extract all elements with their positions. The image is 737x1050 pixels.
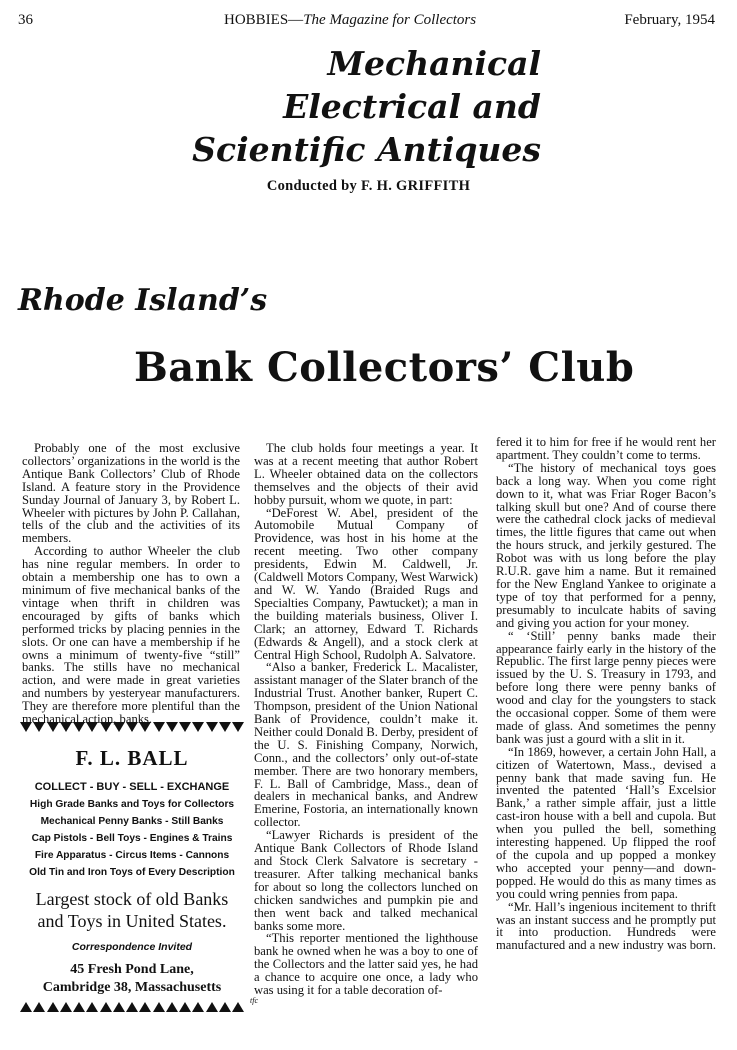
running-header <box>0 12 737 30</box>
ad-line: Cap Pistols - Bell Toys - Engines & Trains <box>31 833 233 844</box>
paragraph: fered it to him for free if he would rent her apartment. They couldn’t come to terms. <box>496 435 716 462</box>
ad-headline-line: Largest stock of old Banks <box>35 889 229 909</box>
department-title <box>192 42 541 171</box>
triangle-border-top <box>18 722 246 734</box>
ad-line: Old Tin and Iron Toys of Every Description <box>29 867 235 878</box>
paragraph: “Lawyer Richards is president of the Antique Bank Collectors of Rhode Island and Stock Clerk Salvatore is secretary - treasurer. After talking mechanical banks for about so long the collectors lunched on chicken sandwiches and pumpkin pie and then went back and talked mechanical banks some more. <box>254 828 478 933</box>
advertisement-fl-ball <box>18 722 258 1044</box>
paragraph: “The history of mechanical toys goes back a long way. When you come right down to it, what was Friar Roger Bacon’s talking skull but one? And of course there were the cathedral clock jacks of medieval times, the little figures that came out when the hours struck, and jerkily gestured. The Robot was with us long before the play R.U.R. gave him a name. But it remained for the New England Yankee to originate a type of toy that performed for a penny, presumably to inculcate habits of saving and giving you action for your money. <box>496 460 716 630</box>
ad-line: COLLECT - BUY - SELL - EXCHANGE <box>34 781 230 793</box>
issue-date: February, 1954 <box>624 12 715 28</box>
magazine-tagline: The Magazine for Collectors <box>303 12 477 28</box>
department-byline: Conducted by F. H. GRIFFITH <box>266 178 471 194</box>
ad-address-line: Cambridge 38, Massachusetts <box>42 980 222 995</box>
article-column-2 <box>254 442 478 997</box>
paragraph: “Mr. Hall’s ingenious incitement to thrift was an instant success and he promptly put it into production. Hundreds were manufactured and a new industry was born. <box>496 899 716 953</box>
ad-headline <box>18 888 246 932</box>
paragraph: “DeForest W. Abel, president of the Automobile Mutual Company of Providence, was host in his home at the recent meeting. Two other company presidents, Edwin M. Caldwell, Jr. (Caldwell Motors Company, West Warwick) and W. W. Yando (Braided Rugs and Specialties Company, Pawtucket); a man in the building materials business, Oliver I. Clark; an attorney, Edward T. Richards (Edwards & Angell), and a stock clerk at Central High School, Rudolph A. Salvatore. <box>254 505 478 662</box>
ad-address-line: 45 Fresh Pond Lane, <box>70 962 194 977</box>
article-column-1 <box>22 442 240 726</box>
magazine-name: HOBBIES— <box>224 12 304 28</box>
ad-correspondence: Correspondence Invited <box>71 941 193 953</box>
ad-address <box>18 961 246 997</box>
paragraph: The club holds four meetings a year. It was at a recent meeting that author Robert L. Wheeler obtained data on the collectors themselves and the objects of their avid hobby pursuit, whom we quote, in part: <box>254 441 478 507</box>
article-column-3 <box>496 436 716 952</box>
department-title-line: Mechanical <box>327 44 541 83</box>
paragraph: “Also a banker, Frederick L. Macalister, assistant manager of the Slater branch of the Industrial Trust. Another banker, Rupert C. Thompson, president of the Union National Bank of Providence, couldn’t make it. Neither could Donald B. Derby, president of the U. S. Finishing Company, Norwich, Conn., and the collectors’ only out-of-state member. There are two honorary members, F. L. Ball of Cambridge, Mass., dean of dealers in mechanical banks, and Andrew Emerine, Fostoria, an internationally known collector. <box>254 660 478 830</box>
paragraph: Probably one of the most exclusive collectors’ organizations in the world is the Antique Bank Collectors’ Club of Rhode Island. A feature story in the Providence Sunday Journal of January 3, by Robert L. Wheeler with pictures by John P. Callahan, tells of the club and the activities of its members. <box>22 441 240 546</box>
ad-headline-line: and Toys in United States. <box>37 911 227 931</box>
article-headline-line1: Rhode Island’s <box>18 283 268 318</box>
article-headline-line2: Bank Collectors’ Club <box>134 344 635 391</box>
paragraph: “ ‘Still’ penny banks made their appearance fairly early in the history of the Republic. The first large penny pieces were issued by the U. S. Treasury in 1793, and before long there were penny banks of wood and clay for the youngsters to stack the occasional copper. Some of them were made of glass. And sometimes the penny bank was just a gourd with a slit in it. <box>496 628 716 746</box>
ad-code: tfc <box>250 996 258 1005</box>
department-title-line: Electrical and <box>283 87 541 126</box>
paragraph: According to author Wheeler the club has nine regular members. In order to obtain a membership one has to own a minimum of five mechanical banks of the vintage when thrift in children was encouraged by gifts of banks which performed tricks by placing pennies in the slots. Or one can have a membership if he owns a minimum of twenty-five “still” banks. The stills have no mechanical action, and were made in great varieties and numbers by yesteryear manufacturers. They are therefore more plentiful than the mechanical action, banks. <box>22 544 240 727</box>
ad-line: Mechanical Penny Banks - Still Banks <box>40 816 224 827</box>
ad-line: Fire Apparatus - Circus Items - Cannons <box>34 850 230 861</box>
paragraph: “In 1869, however, a certain John Hall, a citizen of Watertown, Mass., devised a penny bank that made saving fun. He invented the patented ‘Hall’s Excelsior Bank,’ a rather simple affair, just a little cast-iron house with a bell and cupola. But when you pulled the bell, something interesting happened. Up flipped the roof of the cupola and up popped a monkey who accepted your penny—and down-popped. He would do this as many times as you could wring pennies from papa. <box>496 744 716 901</box>
triangle-border-bottom <box>18 996 258 1014</box>
magazine-title <box>224 12 476 29</box>
paragraph: “This reporter mentioned the lighthouse bank he owned when he was a boy to one of the Collectors and the latter said yes, he had a chance to acquire one once, a lady who was using it for a table decoration of- <box>254 931 478 998</box>
page-number: 36 <box>18 12 33 28</box>
ad-line: High Grade Banks and Toys for Collectors <box>29 799 235 810</box>
department-title-line: Scientific Antiques <box>192 130 541 169</box>
advertiser-name: F. L. BALL <box>75 746 189 770</box>
